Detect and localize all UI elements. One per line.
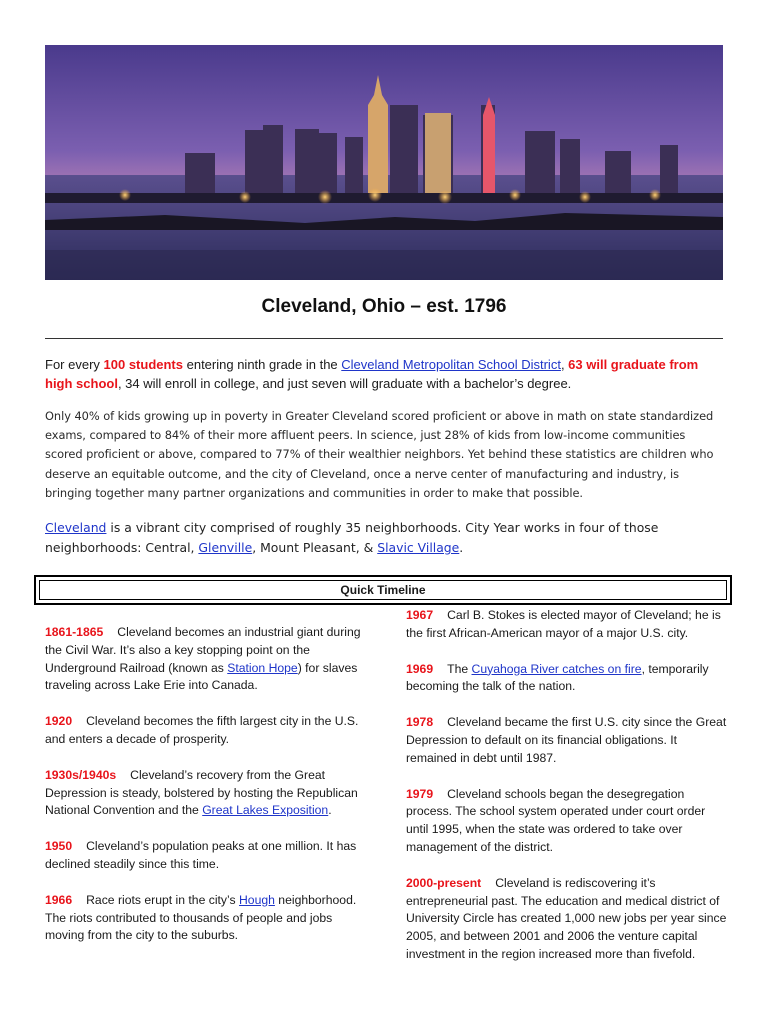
timeline-text: Carl B. Stokes is elected mayor of Cleveland; he is the first African-American mayor of a major U.S. city. [406,608,721,640]
timeline-text: ) for slaves traveling across Lake Erie into Canada. [45,660,358,693]
timeline-link[interactable]: Station Hope [227,660,298,675]
timeline-text: Cleveland’s population peaks at one million. It has declined steadily since this time. [45,839,357,871]
timeline-year: 1966 [45,892,73,907]
timeline-year: 1978 [406,715,434,730]
cleveland-skyline-photo [45,45,723,280]
city-text: , Mount Pleasant, & [252,540,378,555]
timeline-text: Race riots erupt in the city’s [86,892,239,907]
timeline-entry [406,607,728,643]
timeline-entry [406,714,728,767]
district-link[interactable]: Cleveland Metropolitan School District [341,357,561,372]
timeline-entry [45,838,363,874]
timeline-entry [406,661,728,697]
city-text: . [459,540,464,555]
timeline-year: 2000-present [406,875,482,890]
timeline-text: . [328,803,332,818]
timeline-link[interactable]: Great Lakes Exposition [202,803,329,818]
intro-text: , 34 will enroll in college, and just seven will graduate with a bachelor’s degree. [117,376,572,391]
timeline-entry [406,875,728,964]
timeline-link[interactable]: Hough [239,892,275,907]
timeline-entry [45,892,363,945]
timeline-entry [45,624,363,695]
timeline-entry [406,786,728,857]
timeline-right-column [406,607,728,982]
statistics-paragraph: Only 40% of kids growing up in poverty in Greater Cleveland scored proficient or above in math on state standardized exams, compared to 84% of their more affluent peers. In science, just 28% of kids from low-income communities scored proficient or above, compared to 77% of their wealthier neighbors. Yet behind these statistics are children who deserve an equitable outcome, and the city of Cleveland, once a nerve center of manufacturing and industry, is bringing together many partner organizations and communities in order to make that possible. [45,409,714,500]
highlight-students: 100 students [103,357,183,372]
timeline-entry [45,713,363,749]
timeline-year: 1920 [45,714,73,729]
timeline-text: Cleveland becomes the fifth largest city in the U.S. and enters a decade of prosperity. [45,714,359,746]
city-text: is a vibrant city comprised of roughly 35 neighborhoods. City Year works in four of those neighborhoods: Central, [45,520,659,555]
timeline-year: 1969 [406,661,434,676]
timeline-text: The [447,661,472,676]
timeline-text: Cleveland became the first U.S. city since the Great Depression to default on its financial obligations. It remained in debt until 1987. [406,715,727,765]
timeline-year: 1967 [406,608,434,622]
timeline-heading-box [34,575,732,605]
timeline-text: Cleveland schools began the desegregation process. The school system operated under court order until 1995, when the state was ordered to take over management of the district. [406,786,706,854]
timeline-left-column [45,624,363,963]
highlight-graduate: 63 will graduate from high school [45,357,699,391]
intro-text: , [560,357,569,372]
title-divider [45,338,723,339]
timeline-text: neighborhood. The riots contributed to thousands of people and jobs moving from the city to the suburbs. [45,892,357,943]
timeline-year: 1950 [45,839,73,854]
slavic-village-link[interactable]: Slavic Village [377,540,460,555]
timeline-year: 1979 [406,786,434,801]
intro-text: For every [45,357,104,372]
timeline-link[interactable]: Cuyahoga River catches on fire [471,661,642,676]
timeline-text: Cleveland becomes an industrial giant during the Civil War. It’s also a key stopping point on the Underground Railroad (known as [45,625,361,675]
cleveland-link[interactable]: Cleveland [45,520,107,535]
timeline-year: 1861-1865 [45,625,104,639]
timeline-year: 1930s/1940s [45,767,117,782]
neighborhoods-paragraph [45,518,725,558]
timeline-text: , temporarily becoming the talk of the nation. [406,661,709,694]
timeline-text: Cleveland is rediscovering it’s entrepreneurial past. The education and medical district of University Circle has created 1,000 new jobs per year since 2005, and between 2001 and 2006 the venture capital investment in the region increased more than fivefold. [406,875,727,961]
intro-paragraph [45,355,723,393]
timeline-heading: Quick Timeline [39,580,727,600]
intro-text: entering ninth grade in the [183,357,342,372]
page-title: Cleveland, Ohio – est. 1796 [261,296,507,317]
timeline-entry [45,767,363,820]
glenville-link[interactable]: Glenville [198,540,253,555]
timeline-text: Cleveland’s recovery from the Great Depression is steady, bolstered by hosting the Republican National Convention and the [45,767,358,818]
